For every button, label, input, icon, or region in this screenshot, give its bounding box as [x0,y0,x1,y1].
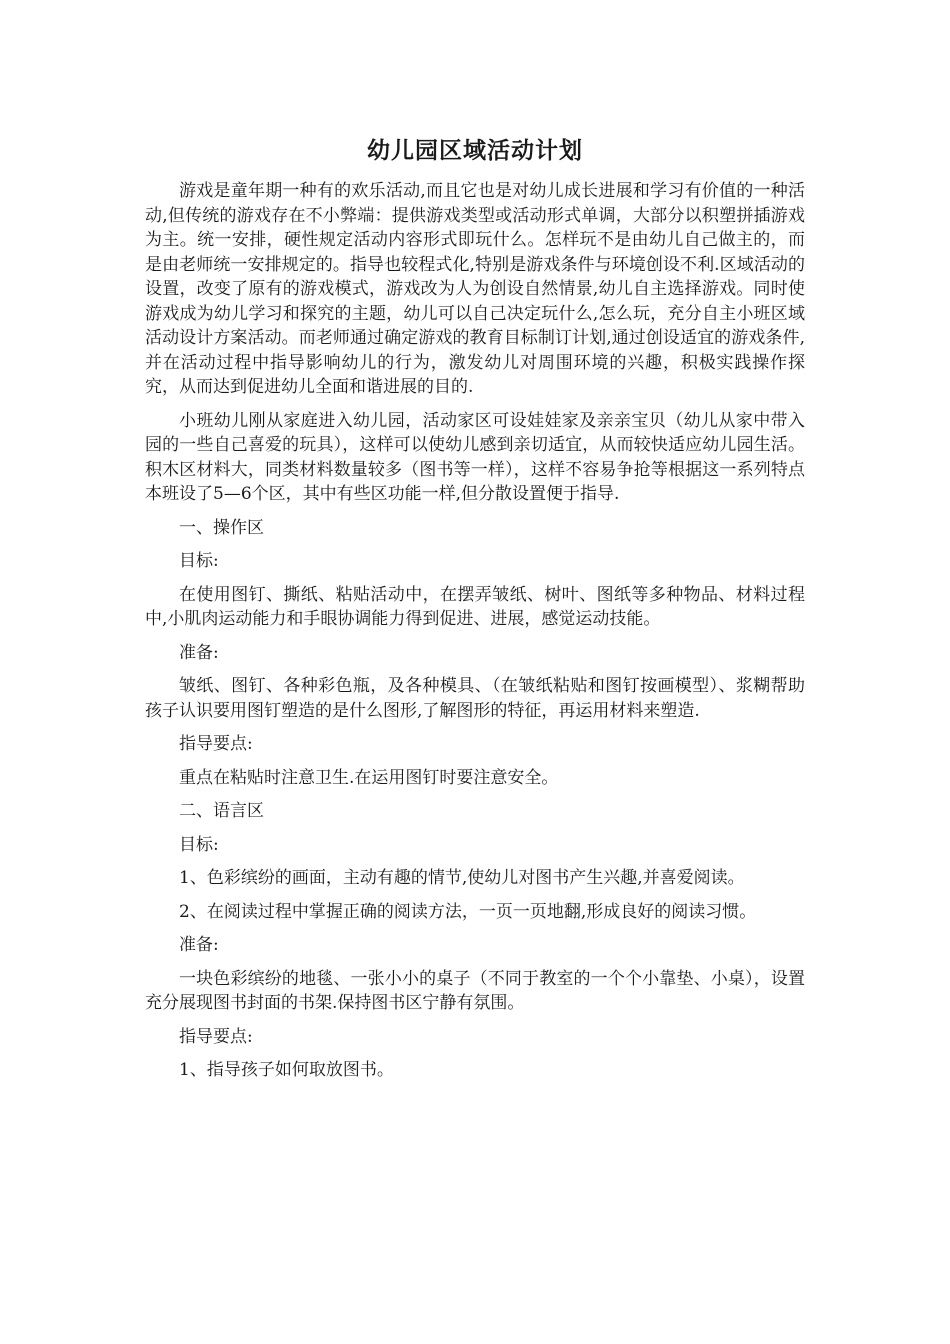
paragraph-language-preparation: 一块色彩缤纷的地毯、一张小小的桌子（不同于教室的一个个小靠垫、小桌），设置充分展现图书封面的书架.保持图书区宁静有氛围。 [145,968,805,1013]
section-heading-language-area: 二、语言区 [179,801,264,821]
label-guidance: 指导要点: [179,1026,253,1047]
label-goal: 目标: [179,834,219,855]
document-page [145,132,805,1092]
paragraph-intro: 游戏是童年期一种有的欢乐活动,而且它也是对幼儿成长进展和学习有价值的一种活动,但传统的游戏存在不小弊端：提供游戏类型或活动形式单调，大部分以积塑拼插游戏为主。统一安排，硬性规定活动内容形式即玩什么。怎样玩不是由幼儿自己做主的，而是由老师统一安排规定的。指导也较程式化,特别是游戏条件与环境创设不利.区域活动的设置，改变了原有的游戏模式，游戏改为人为创设自然情景,幼儿自主选择游戏。同时使游戏成为幼儿学习和探究的主题，幼儿可以自己决定玩什么,怎么玩，充分自主小班区域活动设计方案活动。而老师通过确定游戏的教育目标制订计划,通过创设适宜的游戏条件,并在活动过程中指导影响幼儿的行为，激发幼儿对周围环境的兴趣，积极实践操作探究，从而达到促进幼儿全面和谐进展的目的. [145,181,805,397]
label-guidance: 指导要点: [179,734,253,754]
paragraph-class-overview: 小班幼儿刚从家庭进入幼儿园，活动家区可设娃娃家及亲亲宝贝（幼儿从家中带入园的一些自己喜爱的玩具），这样可以使幼儿感到亲切适宜，从而较快适应幼儿园生活。积木区材料大，同类材料数量较多（图书等一样），这样不容易争抢等根据这一系列特点本班设了5—6个区，其中有些区功能一样,但分散设置便于指导. [145,410,805,504]
document-title: 幼儿园区域活动计划 [367,138,583,164]
list-item-language-goal-2: 2、在阅读过程中掌握正确的阅读方法，一页一页地翻,形成良好的阅读习惯。 [179,901,757,922]
label-goal: 目标: [179,551,219,571]
paragraph-operation-preparation: 皱纸、图钉、各种彩色瓶，及各种模具、（在皱纸粘贴和图钉按画模型）、浆糊帮助孩子认识要用图钉塑造的是什么图形,了解图形的特征，再运用材料来塑造. [145,676,805,721]
paragraph-operation-guidance: 重点在粘贴时注意卫生.在运用图钉时要注意安全。 [179,767,559,788]
paragraph-operation-goal: 在使用图钉、撕纸、粘贴活动中，在摆弄皱纸、树叶、图纸等多种物品、材料过程中,小肌肉运动能力和手眼协调能力得到促进、进展，感觉运动技能。 [145,584,805,629]
label-preparation: 准备: [179,642,219,663]
label-preparation: 准备: [179,935,219,955]
section-heading-operation-area: 一、操作区 [179,517,264,538]
list-item-language-goal-1: 1、色彩缤纷的画面，主动有趣的情节,使幼儿对图书产生兴趣,并喜爱阅读。 [179,868,745,888]
list-item-language-guidance-1: 1、指导孩子如何取放图书。 [179,1060,394,1080]
